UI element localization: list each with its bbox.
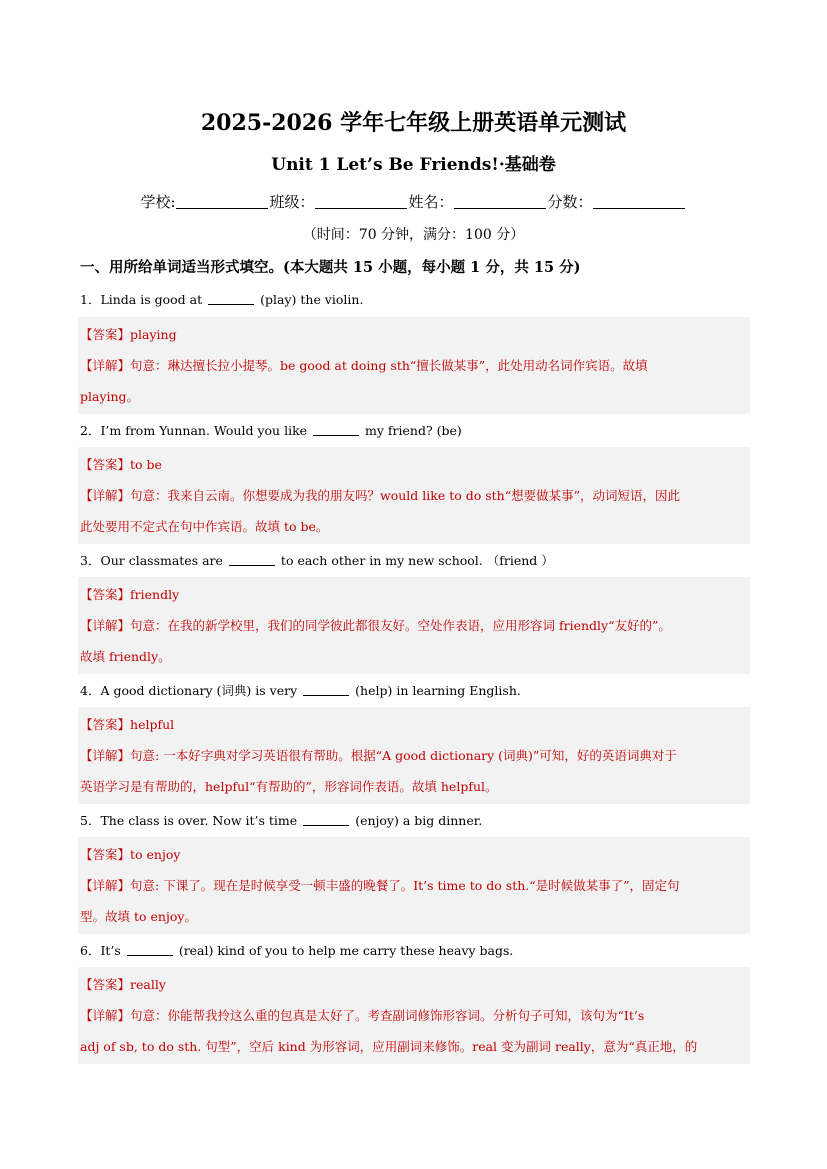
answer-box-5 xyxy=(78,837,750,934)
answer-tag: 【答案】 xyxy=(80,847,131,862)
detail-text: 句意：琳达擅长拉小提琴。be good at doing sth“擅长做某事”，此处用动名词作宾语。故填 xyxy=(130,358,648,373)
answer-blank xyxy=(229,553,275,566)
answer-text: to be xyxy=(130,457,162,472)
detail-line xyxy=(80,350,750,381)
answer-text: to enjoy xyxy=(130,847,181,862)
detail-tag: 【详解】 xyxy=(80,488,131,503)
question-hint: (help) in learning English. xyxy=(355,683,521,698)
question-hint: to each other in my new school. （friend ） xyxy=(280,553,554,568)
detail-line xyxy=(80,870,750,901)
detail-text: 故填 friendly。 xyxy=(80,649,171,664)
question-text: 1．Linda is good at xyxy=(80,292,203,307)
detail-line xyxy=(80,480,750,511)
answer-text: helpful xyxy=(130,717,175,732)
school-label: 学校: xyxy=(140,193,176,211)
answer-line xyxy=(80,969,750,1000)
question-hint: my friend? (be) xyxy=(365,423,462,438)
detail-text: 句意: 下课了。现在是时候享受一顿丰盛的晚餐了。It’s time to do sth.“是时候做某事了”，固定句 xyxy=(130,878,680,893)
answer-blank xyxy=(303,813,349,826)
answer-box-1 xyxy=(78,317,750,414)
question-hint: (real) kind of you to help me carry these heavy bags. xyxy=(178,943,514,958)
answer-line xyxy=(80,839,750,870)
detail-line xyxy=(80,740,750,771)
detail-text: playing。 xyxy=(80,389,140,404)
answer-line xyxy=(80,709,750,740)
answer-box-4 xyxy=(78,707,750,804)
class-blank xyxy=(315,192,407,209)
answer-blank xyxy=(208,292,254,305)
question-text: 4．A good dictionary (词典) is very xyxy=(80,683,298,698)
answer-text: friendly xyxy=(130,587,180,602)
question-text: 5．The class is over. Now it’s time xyxy=(80,813,298,828)
detail-tag: 【详解】 xyxy=(80,618,131,633)
student-info-line xyxy=(0,190,827,214)
answer-tag: 【答案】 xyxy=(80,327,131,342)
answer-blank xyxy=(303,683,349,696)
detail-text: 句意：我来自云南。你想要成为我的朋友吗？would like to do sth“想要做某事”，动词短语，因此 xyxy=(130,488,680,503)
detail-line xyxy=(80,641,750,672)
score-label: 分数： xyxy=(547,193,593,211)
detail-text: 句意: 一本好字典对学习英语很有帮助。根据“A good dictionary (词典)”可知，好的英语词典对于 xyxy=(130,748,677,763)
detail-text: 英语学习是有帮助的，helpful“有帮助的”，形容词作表语。故填 helpful。 xyxy=(80,779,498,794)
name-label: 姓名： xyxy=(408,193,454,211)
question-text: 6．It’s xyxy=(80,943,121,958)
detail-line xyxy=(80,381,750,412)
detail-line xyxy=(80,771,750,802)
question-2 xyxy=(80,421,760,441)
question-3 xyxy=(80,551,760,571)
school-blank xyxy=(176,192,268,209)
answer-tag: 【答案】 xyxy=(80,457,131,472)
answer-line xyxy=(80,579,750,610)
detail-tag: 【详解】 xyxy=(80,878,131,893)
answer-box-6 xyxy=(78,967,750,1064)
answer-blank xyxy=(127,943,173,956)
answer-line xyxy=(80,319,750,350)
answer-tag: 【答案】 xyxy=(80,717,131,732)
question-4 xyxy=(80,681,760,701)
class-label: 班级： xyxy=(269,193,315,211)
detail-line xyxy=(80,1031,750,1062)
question-text: 3．Our classmates are xyxy=(80,553,223,568)
detail-text: 句意：在我的新学校里，我们的同学彼此都很友好。空处作表语，应用形容词 friendly“友好的”。 xyxy=(130,618,671,633)
question-text: 2．I’m from Yunnan. Would you like xyxy=(80,423,308,438)
question-6 xyxy=(80,941,760,961)
section-heading: 一、用所给单词适当形式填空。(本大题共 15 小题，每小题 1 分，共 15 分) xyxy=(80,259,581,276)
time-note: （时间：70 分钟，满分：100 分） xyxy=(302,227,525,243)
name-blank xyxy=(454,192,546,209)
detail-text: adj of sb, to do sth. 句型”，空后 kind 为形容词，应用副词来修饰。real 变为副词 really，意为“真正地，的 xyxy=(80,1039,698,1054)
answer-text: playing xyxy=(130,327,177,342)
page-title: 2025-2026 学年七年级上册英语单元测试 xyxy=(200,110,627,136)
detail-tag: 【详解】 xyxy=(80,1008,131,1023)
detail-text: 句意：你能帮我拎这么重的包真是太好了。考查副词修饰形容词。分析句子可知，该句为“It’s xyxy=(130,1008,645,1023)
detail-line xyxy=(80,610,750,641)
answer-line xyxy=(80,449,750,480)
question-hint: (enjoy) a big dinner. xyxy=(355,813,483,828)
detail-line xyxy=(80,1000,750,1031)
page-subtitle: Unit 1 Let’s Be Friends!·基础卷 xyxy=(271,155,556,175)
question-1 xyxy=(80,290,760,310)
answer-tag: 【答案】 xyxy=(80,977,131,992)
detail-text: 型。故填 to enjoy。 xyxy=(80,909,197,924)
detail-line xyxy=(80,511,750,542)
score-blank xyxy=(593,192,685,209)
answer-blank xyxy=(313,423,359,436)
answer-box-3 xyxy=(78,577,750,674)
detail-line xyxy=(80,901,750,932)
question-5 xyxy=(80,811,760,831)
answer-text: really xyxy=(130,977,166,992)
answer-tag: 【答案】 xyxy=(80,587,131,602)
detail-tag: 【详解】 xyxy=(80,358,131,373)
detail-tag: 【详解】 xyxy=(80,748,131,763)
detail-text: 此处要用不定式在句中作宾语。故填 to be。 xyxy=(80,519,329,534)
question-hint: (play) the violin. xyxy=(260,292,364,307)
answer-box-2 xyxy=(78,447,750,544)
